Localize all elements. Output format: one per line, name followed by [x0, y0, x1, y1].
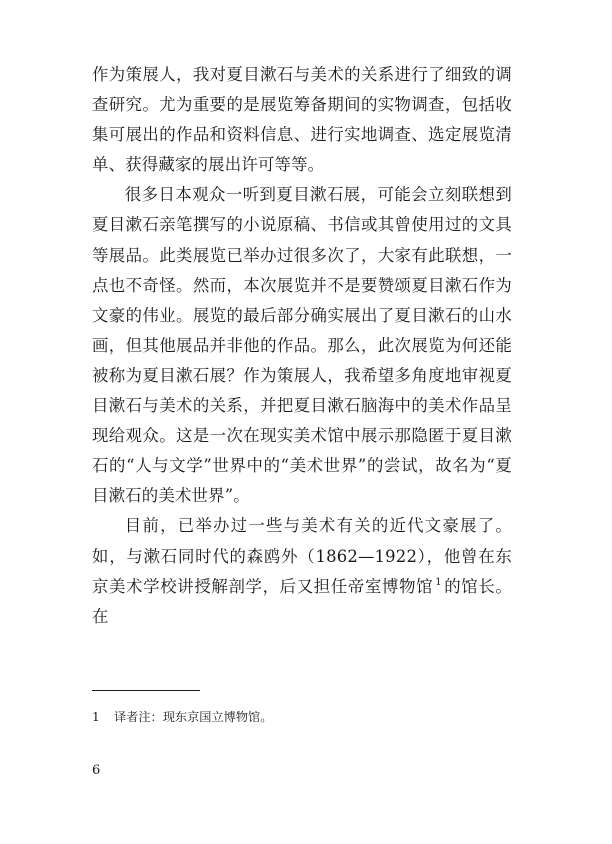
footnote-divider: [92, 690, 200, 691]
footnote-reference: 1: [435, 577, 442, 589]
footnote-text: 译者注：现东京国立博物馆。: [114, 710, 273, 724]
footnote: [92, 708, 512, 726]
paragraph-1: 作为策展人，我对夏目漱石与美术的关系进行了细致的调查研究。尤为重要的是展览筹备期间的实物调查，包括收集可展出的作品和资料信息、进行实地调查、选定展览清单、获得藏家的展出许可等等。: [92, 65, 512, 175]
footnote-number: 1: [92, 710, 100, 724]
paragraph-2: 很多日本观众一听到夏目漱石展，可能会立刻联想到夏目漱石亲笔撰写的小说原稿、书信或其曾使用过的文具等展品。此类展览已举办过很多次了，大家有此联想，一点也不奇怪。然而，本次展览并不是要赞颂夏目漱石作为文豪的伟业。展览的最后部分确实展出了夏目漱石的山水画，但其他展品并非他的作品。那么，此次展览为何还能被称为夏目漱石展？作为策展人，我希望多角度地审视夏目漱石与美术的关系，并把夏目漱石脑海中的美术作品呈现给观众。这是一次在现实美术馆中展示那隐匿于夏目漱石的“人与文学”世界中的“美术世界”的尝试，故名为“夏目漱石的美术世界”。: [92, 185, 512, 506]
main-text: [92, 60, 512, 632]
page-number: 6: [92, 763, 101, 778]
paragraph-3-text-after: 的馆长。在: [92, 576, 512, 626]
paragraph-3: [92, 511, 512, 631]
paragraph-3-text-before: 目前，已举办过一些与美术有关的近代文豪展了。如，与漱石同时代的森鸥外（1862—1922），他曾在东京美术学校讲授解剖学，后又担任帝室博物馆: [92, 516, 512, 596]
